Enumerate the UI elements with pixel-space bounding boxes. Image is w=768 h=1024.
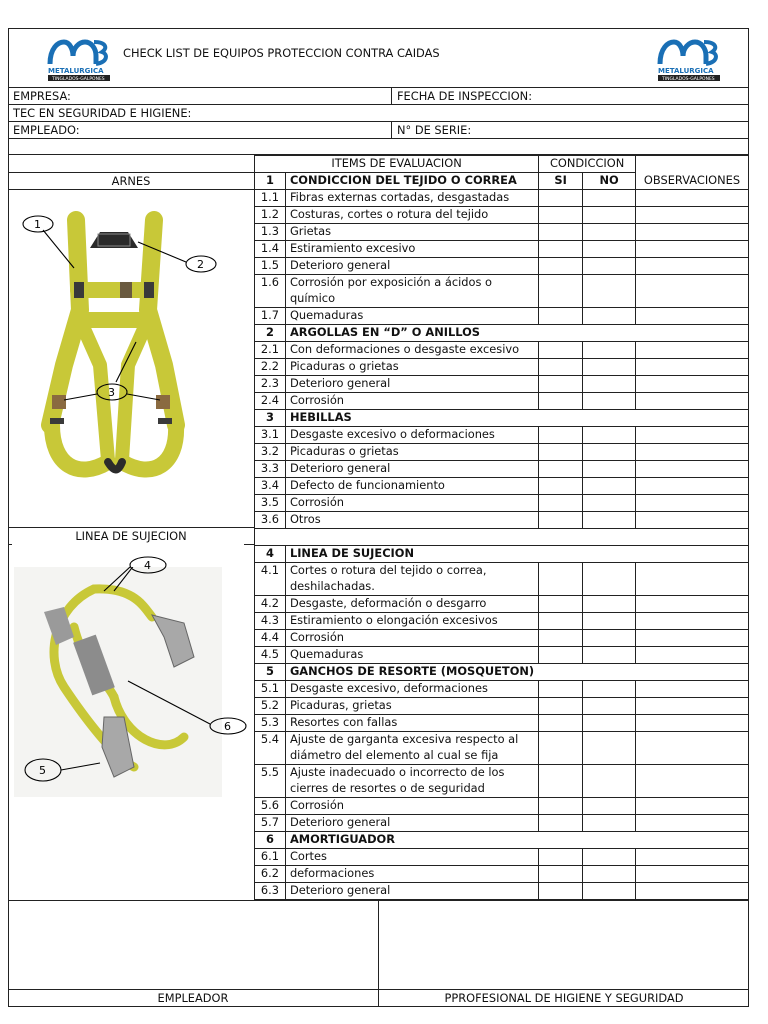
item-row <box>255 732 749 765</box>
si-checkbox-cell[interactable] <box>539 630 583 647</box>
observaciones-cell[interactable] <box>636 512 749 529</box>
si-checkbox-cell[interactable] <box>539 596 583 613</box>
empresa-field[interactable]: EMPRESA: <box>13 89 71 103</box>
row-num: 3.2 <box>255 444 286 461</box>
row-text-line: deformaciones <box>289 866 375 880</box>
row-num: 6.3 <box>255 883 286 900</box>
no-checkbox-cell[interactable] <box>583 613 636 630</box>
item-row <box>255 376 749 393</box>
row-text <box>285 359 538 376</box>
row-num: 5.7 <box>255 815 286 832</box>
no-checkbox-cell[interactable] <box>583 596 636 613</box>
item-row <box>255 512 749 529</box>
item-row <box>255 478 749 495</box>
row-text <box>285 596 538 613</box>
row-num: 3.3 <box>255 461 286 478</box>
row-text: CONDICCION DEL TEJIDO O CORREA <box>285 173 538 190</box>
section-row <box>255 832 749 849</box>
row-text-line: GANCHOS DE RESORTE (MOSQUETON) <box>289 664 535 678</box>
no-checkbox-cell[interactable] <box>583 376 636 393</box>
row-text-line: Ajuste de garganta excesiva respecto al <box>289 732 519 746</box>
item-row <box>255 815 749 832</box>
row-num: 4.5 <box>255 647 286 664</box>
no-checkbox-cell[interactable] <box>583 359 636 376</box>
no-checkbox-cell[interactable] <box>583 630 636 647</box>
row-num: 4.1 <box>255 563 286 596</box>
row-text-line: ARGOLLAS EN “D” O ANILLOS <box>289 325 480 339</box>
tec-seguridad-field[interactable]: TEC EN SEGURIDAD E HIGIENE: <box>13 106 192 120</box>
row-text-line: diámetro del elemento al cual se fija <box>289 747 499 762</box>
row-num: 5.4 <box>255 732 286 765</box>
si-checkbox-cell[interactable] <box>539 478 583 495</box>
no-checkbox-cell[interactable] <box>583 258 636 275</box>
signature-area <box>8 900 749 1007</box>
no-header: NO <box>583 173 636 190</box>
row-text-line: Corrosión <box>289 495 345 509</box>
item-row <box>255 698 749 715</box>
no-checkbox-cell[interactable] <box>583 275 636 308</box>
row-text <box>285 765 538 798</box>
row-text <box>285 207 538 224</box>
row-num: 4.3 <box>255 613 286 630</box>
row-text-line: químico <box>289 290 336 305</box>
numero-serie-field[interactable]: N° DE SERIE: <box>397 123 472 137</box>
signature-empleador: EMPLEADOR <box>157 991 229 1005</box>
logo-tagline-text: TINGLADOS-GALPONES <box>52 77 105 82</box>
row-num: 3 <box>255 410 286 427</box>
row-text-line: Desgaste excesivo o deformaciones <box>289 427 495 441</box>
no-checkbox-cell[interactable] <box>583 478 636 495</box>
observaciones-cell[interactable] <box>636 224 749 241</box>
spacer-row <box>255 529 749 546</box>
item-row <box>255 308 749 325</box>
arnes-label: ARNES <box>111 174 151 188</box>
row-text-line: Deterioro general <box>289 258 391 272</box>
logo-brand-text: METALURGICA <box>658 67 714 75</box>
item-row <box>255 359 749 376</box>
row-text <box>285 546 748 563</box>
item-row <box>255 596 749 613</box>
no-checkbox-cell[interactable] <box>583 563 636 596</box>
si-checkbox-cell[interactable] <box>539 715 583 732</box>
row-num: 1 <box>255 173 286 190</box>
item-row <box>255 461 749 478</box>
item-row <box>255 207 749 224</box>
row-text <box>285 698 538 715</box>
row-num: 6.1 <box>255 849 286 866</box>
row-text-line: HEBILLAS <box>289 410 352 424</box>
item-row <box>255 866 749 883</box>
no-checkbox-cell[interactable] <box>583 715 636 732</box>
row-num: 2.4 <box>255 393 286 410</box>
observaciones-cell[interactable] <box>636 849 749 866</box>
si-checkbox-cell[interactable] <box>539 563 583 596</box>
no-checkbox-cell[interactable] <box>583 883 636 900</box>
no-checkbox-cell[interactable] <box>583 849 636 866</box>
row-text-line: Deterioro general <box>289 461 391 475</box>
row-text-line: Picaduras o grietas <box>289 359 399 373</box>
callout-1: 1 <box>34 218 41 231</box>
company-logo-right <box>656 34 722 82</box>
row-text <box>285 647 538 664</box>
si-checkbox-cell[interactable] <box>539 376 583 393</box>
row-text-line: Ajuste inadecuado o incorrecto de los <box>289 765 505 779</box>
observaciones-cell[interactable] <box>636 444 749 461</box>
si-checkbox-cell[interactable] <box>539 444 583 461</box>
no-checkbox-cell[interactable] <box>583 765 636 798</box>
row-text <box>285 224 538 241</box>
si-checkbox-cell[interactable] <box>539 359 583 376</box>
row-text-line: Picaduras o grietas <box>289 444 399 458</box>
row-text-line: Resortes con fallas <box>289 715 398 729</box>
row-num: 2.3 <box>255 376 286 393</box>
observaciones-cell[interactable] <box>636 732 749 765</box>
no-checkbox-cell[interactable] <box>583 207 636 224</box>
observaciones-cell[interactable] <box>636 630 749 647</box>
no-checkbox-cell[interactable] <box>583 495 636 512</box>
si-checkbox-cell[interactable] <box>539 732 583 765</box>
observaciones-cell[interactable] <box>636 342 749 359</box>
row-text <box>285 461 538 478</box>
observaciones-cell[interactable] <box>636 798 749 815</box>
logo-tagline-text: TINGLADOS-GALPONES <box>662 77 715 82</box>
row-text <box>285 630 538 647</box>
si-checkbox-cell[interactable] <box>539 190 583 207</box>
harness-illustration <box>8 190 254 527</box>
si-checkbox-cell[interactable] <box>539 224 583 241</box>
row-text <box>285 832 748 849</box>
item-row <box>255 798 749 815</box>
row-text <box>285 325 748 342</box>
row-text <box>285 410 748 427</box>
row-text-line: Otros <box>289 512 321 526</box>
observaciones-cell[interactable] <box>636 478 749 495</box>
row-text <box>285 815 538 832</box>
item-row <box>255 342 749 359</box>
row-num: 1.3 <box>255 224 286 241</box>
row-text <box>285 715 538 732</box>
si-checkbox-cell[interactable] <box>539 207 583 224</box>
no-checkbox-cell[interactable] <box>583 461 636 478</box>
row-num: 5 <box>255 664 286 681</box>
row-text-line: Corrosión <box>289 393 345 407</box>
observaciones-cell[interactable] <box>636 563 749 596</box>
no-checkbox-cell[interactable] <box>583 444 636 461</box>
row-text <box>285 563 538 596</box>
observaciones-cell[interactable] <box>636 883 749 900</box>
callout-3: 3 <box>108 386 115 399</box>
row-text <box>285 798 538 815</box>
observaciones-cell[interactable] <box>636 815 749 832</box>
no-checkbox-cell[interactable] <box>583 393 636 410</box>
row-num: 3.4 <box>255 478 286 495</box>
observaciones-header: OBSERVACIONES <box>636 173 749 190</box>
observaciones-cell[interactable] <box>636 376 749 393</box>
item-row <box>255 495 749 512</box>
observaciones-cell[interactable] <box>636 190 749 207</box>
si-checkbox-cell[interactable] <box>539 275 583 308</box>
no-checkbox-cell[interactable] <box>583 732 636 765</box>
observaciones-cell[interactable] <box>636 715 749 732</box>
observaciones-cell[interactable] <box>636 359 749 376</box>
evaluation-table <box>254 155 749 900</box>
row-num: 6.2 <box>255 866 286 883</box>
row-text <box>285 866 538 883</box>
row-text-line: Con deformaciones o desgaste excesivo <box>289 342 520 356</box>
row-text <box>285 376 538 393</box>
row-num: 2.1 <box>255 342 286 359</box>
no-checkbox-cell[interactable] <box>583 241 636 258</box>
row-num: 3.5 <box>255 495 286 512</box>
row-num: 1.2 <box>255 207 286 224</box>
item-row <box>255 715 749 732</box>
row-text-line: Quemaduras <box>289 647 364 661</box>
logo-brand-text: METALURGICA <box>48 67 104 75</box>
row-num: 6 <box>255 832 286 849</box>
item-row <box>255 630 749 647</box>
observaciones-cell[interactable] <box>636 698 749 715</box>
observaciones-cell[interactable] <box>636 393 749 410</box>
section-row <box>255 325 749 342</box>
header <box>8 28 749 88</box>
items-header: ITEMS DE EVALUACION <box>255 156 539 173</box>
item-row <box>255 765 749 798</box>
row-text <box>285 849 538 866</box>
si-checkbox-cell[interactable] <box>539 342 583 359</box>
si-checkbox-cell[interactable] <box>539 866 583 883</box>
no-checkbox-cell[interactable] <box>583 308 636 325</box>
row-num: 3.6 <box>255 512 286 529</box>
row-num: 5.2 <box>255 698 286 715</box>
item-row <box>255 258 749 275</box>
observaciones-cell[interactable] <box>636 681 749 698</box>
row-num: 1.4 <box>255 241 286 258</box>
row-text <box>285 478 538 495</box>
no-checkbox-cell[interactable] <box>583 512 636 529</box>
no-checkbox-cell[interactable] <box>583 190 636 207</box>
row-text <box>285 258 538 275</box>
row-text-line: Cortes <box>289 849 327 863</box>
callout-4: 4 <box>144 559 151 572</box>
no-checkbox-cell[interactable] <box>583 681 636 698</box>
no-checkbox-cell[interactable] <box>583 798 636 815</box>
row-num: 2.2 <box>255 359 286 376</box>
item-row <box>255 563 749 596</box>
row-num: 5.5 <box>255 765 286 798</box>
si-checkbox-cell[interactable] <box>539 883 583 900</box>
row-text-line: Fibras externas cortadas, desgastadas <box>289 190 510 204</box>
row-text <box>285 495 538 512</box>
si-checkbox-cell[interactable] <box>539 427 583 444</box>
no-checkbox-cell[interactable] <box>583 647 636 664</box>
item-row <box>255 224 749 241</box>
observaciones-cell[interactable] <box>636 275 749 308</box>
item-row <box>255 190 749 207</box>
si-checkbox-cell[interactable] <box>539 461 583 478</box>
si-checkbox-cell[interactable] <box>539 241 583 258</box>
si-checkbox-cell[interactable] <box>539 647 583 664</box>
item-row <box>255 613 749 630</box>
row-num: 1.5 <box>255 258 286 275</box>
row-text <box>285 681 538 698</box>
observaciones-cell[interactable] <box>636 427 749 444</box>
observaciones-cell[interactable] <box>636 308 749 325</box>
si-checkbox-cell[interactable] <box>539 393 583 410</box>
row-text <box>285 427 538 444</box>
row-text-line: Desgaste, deformación o desgarro <box>289 596 487 610</box>
no-checkbox-cell[interactable] <box>583 224 636 241</box>
observaciones-cell[interactable] <box>636 647 749 664</box>
item-row <box>255 883 749 900</box>
row-text-line: Costuras, cortes o rotura del tejido <box>289 207 489 221</box>
row-num: 1.1 <box>255 190 286 207</box>
row-text-line: Estiramiento o elongación excesivos <box>289 613 498 627</box>
lanyard-callouts <box>8 553 254 793</box>
si-checkbox-cell[interactable] <box>539 849 583 866</box>
row-num: 1.7 <box>255 308 286 325</box>
row-text-line: Defecto de funcionamiento <box>289 478 445 492</box>
row-num: 5.6 <box>255 798 286 815</box>
row-num: 2 <box>255 325 286 342</box>
row-text-line: Picaduras, grietas <box>289 698 392 712</box>
callout-2: 2 <box>197 258 204 271</box>
item-row <box>255 849 749 866</box>
row-text <box>285 732 538 765</box>
row-text-line: Deterioro general <box>289 883 391 897</box>
si-checkbox-cell[interactable] <box>539 308 583 325</box>
row-text-line: Deterioro general <box>289 815 391 829</box>
si-checkbox-cell[interactable] <box>539 681 583 698</box>
row-text-line: Cortes o rotura del tejido o correa, <box>289 563 487 577</box>
item-row <box>255 393 749 410</box>
row-text-line: Quemaduras <box>289 308 364 322</box>
row-text <box>285 393 538 410</box>
no-checkbox-cell[interactable] <box>583 815 636 832</box>
si-checkbox-cell[interactable] <box>539 512 583 529</box>
condicion-header: CONDICCION <box>539 156 636 173</box>
page-title: CHECK LIST DE EQUIPOS PROTECCION CONTRA CAIDAS <box>123 46 440 60</box>
row-text <box>285 664 748 681</box>
si-checkbox-cell[interactable] <box>539 765 583 798</box>
row-text-line: cierres de resortes o de seguridad <box>289 780 485 795</box>
left-column <box>8 155 254 900</box>
callout-6: 6 <box>224 720 231 733</box>
observaciones-cell[interactable] <box>636 765 749 798</box>
row-num: 5.3 <box>255 715 286 732</box>
no-checkbox-cell[interactable] <box>583 342 636 359</box>
si-header: SI <box>539 173 583 190</box>
row-text-line: AMORTIGUADOR <box>289 832 396 846</box>
row-text-line: Grietas <box>289 224 332 238</box>
row-text-line: Corrosión <box>289 630 345 644</box>
row-text-line: Corrosión <box>289 798 345 812</box>
row-text-line: LINEA DE SUJECION <box>289 546 415 560</box>
signature-profesional: PPROFESIONAL DE HIGIENE Y SEGURIDAD <box>444 991 684 1005</box>
no-checkbox-cell[interactable] <box>583 427 636 444</box>
si-checkbox-cell[interactable] <box>539 698 583 715</box>
linea-sujecion-label: LINEA DE SUJECION <box>75 529 187 543</box>
item-row <box>255 241 749 258</box>
si-checkbox-cell[interactable] <box>539 815 583 832</box>
row-text-line: Estiramiento excesivo <box>289 241 416 255</box>
item-row <box>255 647 749 664</box>
observaciones-cell[interactable] <box>636 613 749 630</box>
observaciones-cell[interactable] <box>636 258 749 275</box>
item-row <box>255 275 749 308</box>
observaciones-cell[interactable] <box>636 866 749 883</box>
row-num: 1.6 <box>255 275 286 308</box>
row-text-line: Desgaste excesivo, deformaciones <box>289 681 488 695</box>
row-text-line: Deterioro general <box>289 376 391 390</box>
observaciones-cell[interactable] <box>636 596 749 613</box>
section-row <box>255 664 749 681</box>
row-text <box>285 342 538 359</box>
row-num: 4.4 <box>255 630 286 647</box>
empleado-field[interactable]: EMPLEADO: <box>13 123 80 137</box>
section-row <box>255 546 749 563</box>
si-checkbox-cell[interactable] <box>539 495 583 512</box>
no-checkbox-cell[interactable] <box>583 866 636 883</box>
row-num: 3.1 <box>255 427 286 444</box>
row-text <box>285 613 538 630</box>
observaciones-cell[interactable] <box>636 495 749 512</box>
row-num: 4.2 <box>255 596 286 613</box>
no-checkbox-cell[interactable] <box>583 698 636 715</box>
row-text <box>285 308 538 325</box>
item-row <box>255 427 749 444</box>
row-text <box>285 241 538 258</box>
row-text <box>285 444 538 461</box>
row-text <box>285 190 538 207</box>
callout-5: 5 <box>39 764 46 777</box>
row-text <box>285 275 538 308</box>
row-text <box>285 883 538 900</box>
observaciones-cell[interactable] <box>636 207 749 224</box>
row-text-line: deshilachadas. <box>289 578 375 593</box>
observaciones-cell[interactable] <box>636 241 749 258</box>
row-text-line: Corrosión por exposición a ácidos o <box>289 275 492 289</box>
observaciones-cell[interactable] <box>636 461 749 478</box>
fecha-inspeccion-field[interactable]: FECHA DE INSPECCION: <box>397 89 533 103</box>
row-text <box>285 512 538 529</box>
item-row <box>255 681 749 698</box>
row-num: 5.1 <box>255 681 286 698</box>
row-num: 4 <box>255 546 286 563</box>
si-checkbox-cell[interactable] <box>539 613 583 630</box>
item-row <box>255 444 749 461</box>
info-fields <box>8 87 749 155</box>
company-logo-left <box>46 34 112 82</box>
section-row <box>255 410 749 427</box>
si-checkbox-cell[interactable] <box>539 798 583 815</box>
si-checkbox-cell[interactable] <box>539 258 583 275</box>
